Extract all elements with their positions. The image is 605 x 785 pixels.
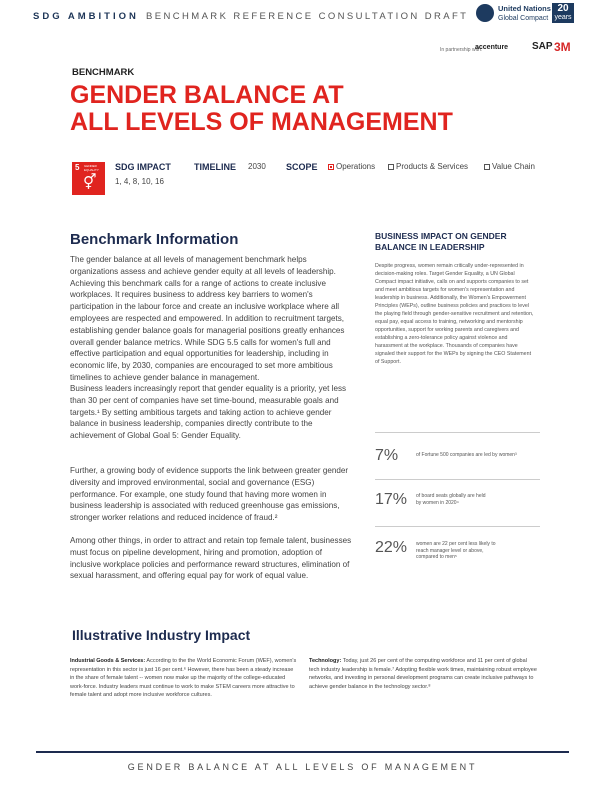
anniversary-badge [552, 3, 574, 23]
sidebar-text: Despite progress, women remain critically under-represented in decision-making roles. Target Gender Equality, a UN Global Compact impact initiative, calls on and supports companies to set and meet ambitious targets for women's representation and leadership in business. Additionally, the Women's Empowerment Principles (WEPs), outline business policies and practices to level the playing field through gender-sensitive recruitment and retention, equal pay, equal access to training, networking and mentorship opportunities, support for working parents and caregivers and establishing a zero-tolerance policy against violence and harassment at the workplace. Thousands of companies have signaled their support for the WEPs by signing the CEO Statement of Support. [375, 263, 534, 365]
sidebar-heading: BUSINESS IMPACT ON GENDER BALANCE IN LEADERSHIP [375, 231, 507, 252]
stat-text: of Fortune 500 companies are led by women³ [416, 452, 517, 458]
timeline-label: TIMELINE [194, 162, 236, 172]
industry-text: According to the the World Economic Forum (WEF), women's representation in this sector is just 16 per cent.⁶ However, there has been a steady increase in the share of female talent -- women now make up the majority of the college-educated work-force. Industry leaders must continue to work to make STEM careers more attractive to female talent and adopt more inclusive workforce cultures. [70, 658, 297, 698]
partner-sap-logo: SAP [532, 41, 553, 52]
un-globe-icon [476, 4, 494, 22]
scope-option-label: Products & Services [396, 162, 469, 171]
sdg-number: 5 [75, 163, 80, 172]
scope-option-operations [328, 162, 375, 171]
industry-col-technology [309, 657, 537, 691]
industry-text: Today, just 26 per cent of the computing workforce and 11 per cent of global tech industry leadership is female.⁷ Adopting flexible work times, maintaining robust employee networks, and investing in personal development programs can create inclusive pathways to achieve gender balance in the technology sector.⁸ [309, 658, 537, 690]
footer-rule [36, 751, 569, 753]
stat-value: 22% [375, 539, 408, 556]
divider [375, 432, 540, 433]
industry-col-industrial [70, 657, 298, 700]
sdg-impact-value: 1, 4, 8, 10, 16 [115, 177, 164, 186]
stat-text: women are 22 per cent less likely to reach manager level or above, compared to men⁵ [416, 541, 496, 560]
scope-label: SCOPE [286, 162, 318, 172]
checkbox-checked-icon [328, 164, 334, 170]
sdg-5-icon [72, 162, 105, 195]
partner-accenture-logo: accenture [475, 44, 509, 51]
scope-option-label: Value Chain [492, 162, 535, 171]
footer-title: GENDER BALANCE AT ALL LEVELS OF MANAGEMENT [127, 762, 478, 772]
partner-3m-logo: 3M [554, 40, 571, 54]
sdg-impact-label: SDG IMPACT [115, 162, 171, 172]
scope-option-value-chain [484, 162, 535, 171]
anniversary-word: years [554, 14, 572, 21]
scope-option-products [388, 162, 468, 171]
stat-text: of board seats globally are held by women in 2020⁴ [416, 493, 486, 506]
benchmark-para-1: The gender balance at all levels of management benchmark helps organizations assess and achieve gender equity at all levels of leadership. Achieving this benchmark calls for a range of actions to create inclusive workplaces. It requires business to address key barriers to women's participation in the labour force and create an inclusive workplace where all employees are respected and empowered. In addition to recruitment targets, establishing gender balance goals for managerial positions greatly enhances overall gender balance metrics. While SDG 5.5 calls for women's full and effective participation and equal opportunities for leadership, including in economic life, by 2030, companies are encouraged to set more ambitious timelines to achieve gender balance in management. [70, 255, 345, 382]
benchmark-para-3: Further, a growing body of evidence supports the link between greater gender diversity and improved environmental, social and governance (ESG) performance. For example, one study found that having more women in business leadership is associated with reduced greenhouse gas emissions, stronger worker relations and reduced incidence of fraud.² [70, 466, 349, 523]
scope-option-label: Operations [336, 162, 376, 171]
illustrative-heading: Illustrative Industry Impact [72, 627, 251, 643]
industry-lead: Technology: [309, 658, 342, 664]
benchmark-para-2: Business leaders increasingly report that gender equality is a priority, yet less than 30 per cent of companies have set time-bound, measurable goals and targets.¹ By setting ambitious targets and taking action to achieve gender balance in business leadership, companies directly contribute to the achievement of Global Goal 5: Gender Equality. [70, 384, 347, 441]
partner-label: In partnership with: [440, 47, 483, 53]
header-brand: SDG AMBITION [33, 11, 139, 22]
title-line-1: GENDER BALANCE AT [70, 81, 344, 109]
stat-value: 17% [375, 491, 408, 508]
divider [375, 526, 540, 527]
header-subtitle: BENCHMARK REFERENCE CONSULTATION DRAFT [146, 11, 469, 22]
un-global-compact-logo [498, 5, 551, 23]
timeline-value: 2030 [248, 162, 266, 171]
kicker: BENCHMARK [72, 67, 135, 78]
un-line1: United Nations [498, 4, 551, 13]
title-line-2: ALL LEVELS OF MANAGEMENT [70, 108, 453, 136]
un-line2: Global Compact [498, 14, 549, 22]
checkbox-empty-icon [484, 164, 490, 170]
sdg-icon-text: GENDER EQUALITY [84, 164, 99, 172]
benchmark-para-4: Among other things, in order to attract and retain top female talent, businesses must focus on pipeline development, hiring and promotion, adoption of inclusive workplace policies and performance reward structures, elimination of sexual harassment, and offering equal pay for work of equal value. [70, 536, 352, 581]
benchmark-info-heading: Benchmark Information [70, 231, 239, 248]
anniversary-number: 20 [557, 3, 569, 14]
divider [375, 479, 540, 480]
page-title [70, 82, 490, 136]
gender-symbol-icon: ⚥ [83, 174, 97, 191]
industry-lead: Industrial Goods & Services: [70, 658, 146, 664]
checkbox-empty-icon [388, 164, 394, 170]
stat-value: 7% [375, 447, 399, 464]
